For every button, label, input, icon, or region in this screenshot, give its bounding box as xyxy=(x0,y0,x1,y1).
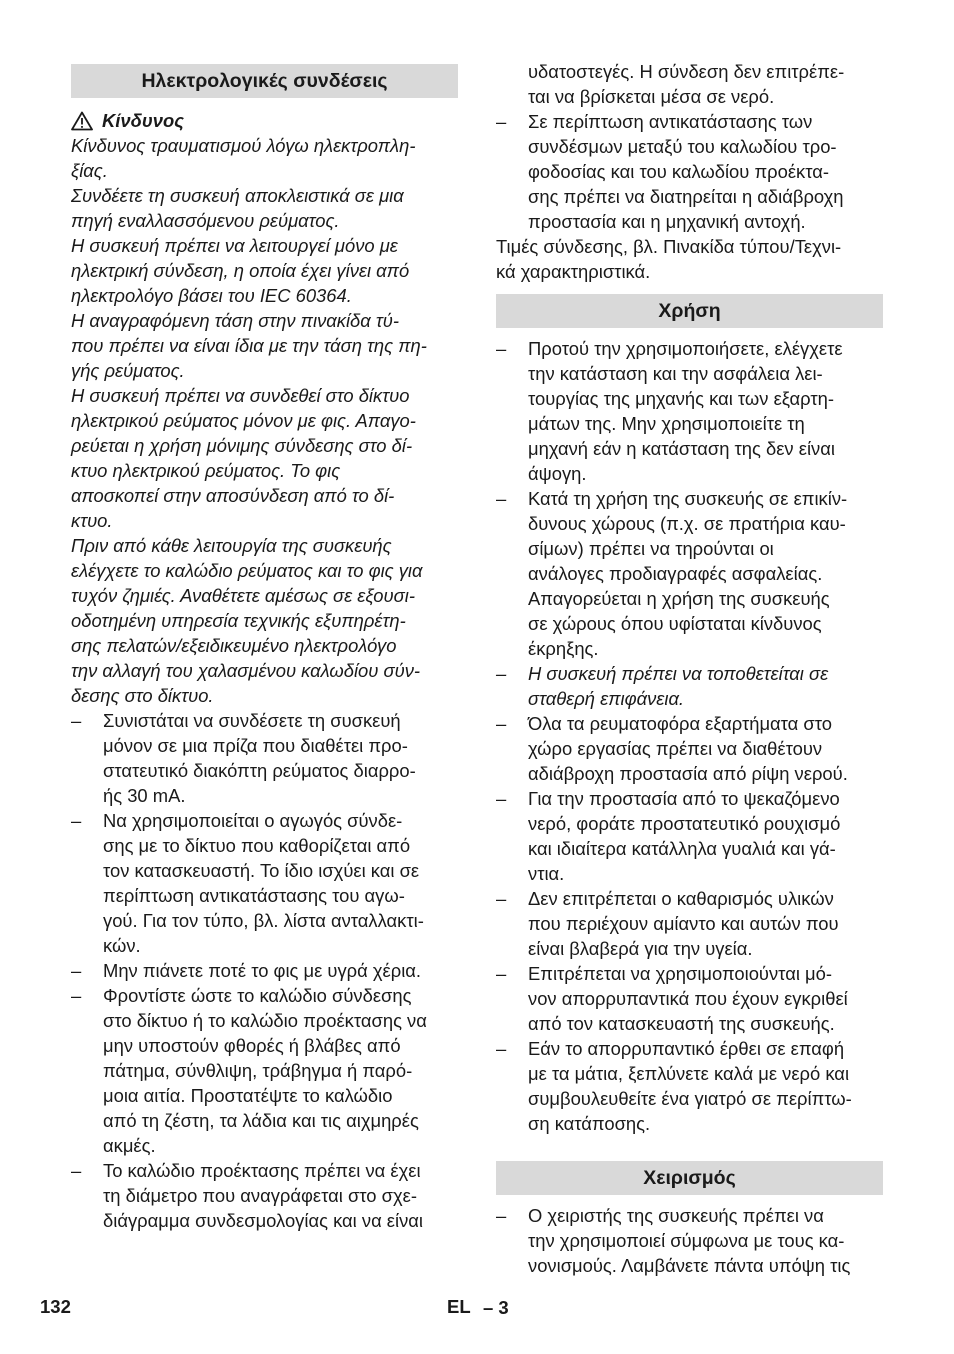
bullet-dash: – xyxy=(496,788,507,809)
text-line: μοια αιτία. Προστατέψτε το καλώδιο xyxy=(103,1085,393,1106)
bullet-dash: – xyxy=(496,963,507,984)
text-line: Φροντίστε ώστε το καλώδιο σύνδεσης xyxy=(103,985,412,1006)
text-line: ντια. xyxy=(528,863,565,884)
text-line: πηγή εναλλασσόμενου ρεύματος. xyxy=(71,210,340,231)
text-line: Πριν από κάθε λειτουργία της συσκευής xyxy=(71,535,392,556)
list-item-text xyxy=(528,1203,883,1278)
operation-bullet-list xyxy=(496,1203,883,1278)
danger-title: Κίνδυνος xyxy=(102,110,184,131)
list-item-text xyxy=(528,336,883,486)
list-item-text xyxy=(103,1158,458,1233)
section-heading-operation: Χειρισμός xyxy=(496,1161,883,1195)
text-line: διάγραμμα συνδεσμολογίας και να είναι xyxy=(103,1210,424,1231)
text-line: Να χρησιμοποιείται ο αγωγός σύνδε- xyxy=(103,810,403,831)
text-line: την χρησιμοποιεί σύμφωνα με τους κα- xyxy=(528,1230,845,1251)
text-line: συμβουλευθείτε ένα γιατρό σε περίπτω- xyxy=(528,1088,852,1109)
text-line: Απαγορεύεται η χρήση της συσκευής xyxy=(528,588,830,609)
text-line: ξίας. xyxy=(71,160,108,181)
text-line: μόνον σε μια πρίζα που διαθέτει προ- xyxy=(103,735,408,756)
use-bullet-list xyxy=(496,336,883,1136)
text-line: από τον κατασκευαστή της συσκευής. xyxy=(528,1013,835,1034)
text-line: σης πρέπει να διατηρείται η αδιάβροχη xyxy=(528,186,844,207)
bullet-dash: – xyxy=(71,1160,82,1181)
list-item xyxy=(496,961,883,1036)
text-line: χώρο εργασίας πρέπει να διαθέτουν xyxy=(528,738,823,759)
list-item-text xyxy=(528,711,883,786)
text-line: και ιδιαίτερα κατάλληλα γυαλιά και γά- xyxy=(528,838,836,859)
text-line: κτυο ηλεκτρικού ρεύματος. Το φις xyxy=(71,460,341,481)
list-item xyxy=(496,886,883,961)
text-line: ρεύεται η χρήση μόνιμης σύνδεσης στο δί- xyxy=(71,435,413,456)
text-line: Κίνδυνος τραυματισμού λόγω ηλεκτροπλη- xyxy=(71,135,416,156)
text-line: ελέγχετε το καλώδιο ρεύματος και το φις για xyxy=(71,560,423,581)
text-line: μάτων της. Μην χρησιμοποιείτε τη xyxy=(528,413,805,434)
text-line: προστασία και η μηχανική αντοχή. xyxy=(528,211,806,232)
bullet-dash: – xyxy=(496,1038,507,1059)
list-item-text xyxy=(103,808,458,958)
text-line: ηλεκτρικού ρεύματος μόνον με φις. Απαγο- xyxy=(71,410,416,431)
list-item xyxy=(71,983,458,1158)
list-item xyxy=(496,336,883,486)
text-line: στο δίκτυο ή το καλώδιο προέκτασης να xyxy=(103,1010,427,1031)
bullet-dash: – xyxy=(496,888,507,909)
list-item xyxy=(496,486,883,661)
bullet-dash: – xyxy=(496,338,507,359)
text-line: γού. Για τον τύπο, βλ. λίστα ανταλλακτι- xyxy=(103,910,424,931)
text-line: ται να βρίσκεται μέσα σε νερό. xyxy=(528,86,775,107)
text-line: ής 30 mA. xyxy=(103,785,186,806)
text-line: με τα μάτια, ξεπλύνετε καλά με νερό και xyxy=(528,1063,850,1084)
text-line: φοδοσίας και του καλωδίου προέκτα- xyxy=(528,161,829,182)
bullet-dash: – xyxy=(71,710,82,731)
text-line: Όλα τα ρευματοφόρα εξαρτήματα στο xyxy=(528,713,833,734)
bullet-dash: – xyxy=(496,713,507,734)
text-line: οδοτημένη υπηρεσία τεχνικής εξυπηρέτη- xyxy=(71,610,406,631)
text-line: συνδέσμων μεταξύ του καλωδίου τρο- xyxy=(528,136,837,157)
text-line: μηχανή εάν η κατάσταση της δεν είναι xyxy=(528,438,835,459)
text-line: Συνιστάται να συνδέσετε τη συσκευή xyxy=(103,710,401,731)
text-line: Τιμές σύνδεσης, βλ. Πινακίδα τύπου/Τεχνι- xyxy=(496,236,842,257)
text-line: σης πελατών/εξειδικευμένο ηλεκτρολόγο xyxy=(71,635,397,656)
list-item xyxy=(496,1203,883,1278)
danger-header xyxy=(71,108,458,133)
warning-triangle-icon xyxy=(71,111,93,131)
list-item-text xyxy=(528,661,883,711)
bullet-dash: – xyxy=(71,985,82,1006)
section-number: – 3 xyxy=(483,1297,509,1318)
text-line: νερό, φοράτε προστατευτικό ρουχισμό xyxy=(528,813,841,834)
list-item-text xyxy=(528,109,883,234)
bullet-dash: – xyxy=(496,488,507,509)
list-item-text xyxy=(528,1036,883,1136)
text-line: ση κατάποσης. xyxy=(528,1113,651,1134)
text-line: σίμων) πρέπει να τηρούνται οι xyxy=(528,538,774,559)
text-line: Κατά τη χρήση της συσκευής σε επικίν- xyxy=(528,488,848,509)
list-item-text xyxy=(528,486,883,661)
bullet-dash: – xyxy=(496,1205,507,1226)
text-line: τον κατασκευαστή. Το ίδιο ισχύει και σε xyxy=(103,860,420,881)
text-line: σης με το δίκτυο που καθορίζεται από xyxy=(103,835,411,856)
operation-block xyxy=(496,1203,883,1278)
list-item xyxy=(71,1158,458,1233)
language-code: EL xyxy=(447,1296,471,1317)
text-line: γής ρεύματος. xyxy=(71,360,185,381)
text-line: Ο χειριστής της συσκευής πρέπει να xyxy=(528,1205,824,1226)
list-item-text xyxy=(528,886,883,961)
text-line: Προτού την χρησιμοποιήσετε, ελέγχετε xyxy=(528,338,843,359)
text-line: τυχόν ζημιές. Αναθέτετε αμέσως σε εξουσι- xyxy=(71,585,415,606)
continued-item xyxy=(496,59,883,109)
left-bullet-list xyxy=(71,708,458,1233)
bullet-dash: – xyxy=(496,111,507,132)
continued-bullet-list xyxy=(496,109,883,234)
list-item-text xyxy=(528,961,883,1036)
text-line: Δεν επιτρέπεται ο καθαρισμός υλικών xyxy=(528,888,834,909)
text-line: Συνδέετε τη συσκευή αποκλειστικά σε μια xyxy=(71,185,404,206)
text-line: Το καλώδιο προέκτασης πρέπει να έχει xyxy=(103,1160,421,1181)
list-item xyxy=(496,711,883,786)
list-item xyxy=(496,786,883,886)
text-line: νονισμούς. Λαμβάνετε πάντα υπόψη τις xyxy=(528,1255,851,1276)
text-line: Σε περίπτωση αντικατάστασης των xyxy=(528,111,813,132)
text-line: από τη ζέστη, τα λάδια και τις αιχμηρές xyxy=(103,1110,419,1131)
list-item xyxy=(71,808,458,958)
text-line: ηλεκτρική σύνδεση, η οποία έχει γίνει από xyxy=(71,260,410,281)
text-line: Επιτρέπεται να χρησιμοποιούνται μό- xyxy=(528,963,832,984)
text-line: δυνους χώρους (π.χ. σε πρατήρια καυ- xyxy=(528,513,846,534)
list-item-text xyxy=(103,983,458,1158)
text-line: Η συσκευή πρέπει να λειτουργεί μόνο με xyxy=(71,235,398,256)
text-line: Για την προστασία από το ψεκαζόμενο xyxy=(528,788,840,809)
text-line: ακμές. xyxy=(103,1135,156,1156)
bullet-dash: – xyxy=(71,960,82,981)
list-item-text xyxy=(103,708,458,808)
text-line: είναι βλαβερά για την υγεία. xyxy=(528,938,753,959)
text-line: πάτημα, σύνθλιψη, τράβηγμα ή παρό- xyxy=(103,1060,413,1081)
danger-block xyxy=(71,108,458,1233)
danger-text xyxy=(71,133,458,708)
text-line: που πρέπει να είναι ίδια με την τάση της πη- xyxy=(71,335,427,356)
text-line: περίπτωση αντικατάστασης του αγω- xyxy=(103,885,405,906)
text-line: έκρηξης. xyxy=(528,638,599,659)
text-line: κτυο. xyxy=(71,510,113,531)
connection-values-text xyxy=(496,234,883,284)
right-top-block xyxy=(496,59,883,284)
text-line: σταθερή επιφάνεια. xyxy=(528,688,685,709)
text-line: κών. xyxy=(103,935,141,956)
text-line: αδιάβροχη προστασία από ρίψη νερού. xyxy=(528,763,848,784)
section-heading-electrical: Ηλεκτρολογικές συνδέσεις xyxy=(71,64,458,98)
text-line: υδατοστεγές. Η σύνδεση δεν επιτρέπε- xyxy=(528,61,845,82)
bullet-dash: – xyxy=(71,810,82,831)
text-line: νον απορρυπαντικά που έχουν εγκριθεί xyxy=(528,988,848,1009)
list-item-text xyxy=(528,786,883,886)
list-item xyxy=(496,109,883,234)
text-line: αποσκοπεί στην αποσύνδεση από το δί- xyxy=(71,485,395,506)
text-line: Μην πιάνετε ποτέ το φις με υγρά χέρια. xyxy=(103,960,422,981)
text-line: δεσης στο δίκτυο. xyxy=(71,685,214,706)
use-block xyxy=(496,336,883,1136)
text-line: μην υποστούν φθορές ή βλάβες από xyxy=(103,1035,401,1056)
list-item xyxy=(496,661,883,711)
text-line: κά χαρακτηριστικά. xyxy=(496,261,651,282)
text-line: που περιέχουν αμίαντο και αυτών που xyxy=(528,913,839,934)
text-line: την αλλαγή του χαλασμένου καλωδίου σύν- xyxy=(71,660,421,681)
text-line: τουργίας της μηχανής και των εξαρτη- xyxy=(528,388,834,409)
list-item xyxy=(71,708,458,808)
bullet-dash: – xyxy=(496,663,507,684)
text-line: στατευτικό διακόπτη ρεύματος διαρρο- xyxy=(103,760,416,781)
text-line: την κατάσταση και την ασφάλεια λει- xyxy=(528,363,823,384)
text-line: Η αναγραφόμενη τάση στην πινακίδα τύ- xyxy=(71,310,399,331)
text-line: ανάλογες προδιαγραφές ασφαλείας. xyxy=(528,563,823,584)
page-number: 132 xyxy=(40,1296,71,1317)
text-line: Εάν το απορρυπαντικό έρθει σε επαφή xyxy=(528,1038,845,1059)
text-line: σε χώρους όπου υφίσταται κίνδυνος xyxy=(528,613,822,634)
text-line: άψογη. xyxy=(528,463,587,484)
text-line: τη διάμετρο που αναγράφεται στο σχε- xyxy=(103,1185,417,1206)
text-line: Η συσκευή πρέπει να τοποθετείται σε xyxy=(528,663,829,684)
list-item xyxy=(71,958,458,983)
section-heading-use: Χρήση xyxy=(496,294,883,328)
list-item-text xyxy=(103,958,458,983)
list-item xyxy=(496,1036,883,1136)
text-line: Η συσκευή πρέπει να συνδεθεί στο δίκτυο xyxy=(71,385,410,406)
continued-item-text xyxy=(528,59,883,109)
text-line: ηλεκτρολόγο βάσει του IEC 60364. xyxy=(71,285,352,306)
